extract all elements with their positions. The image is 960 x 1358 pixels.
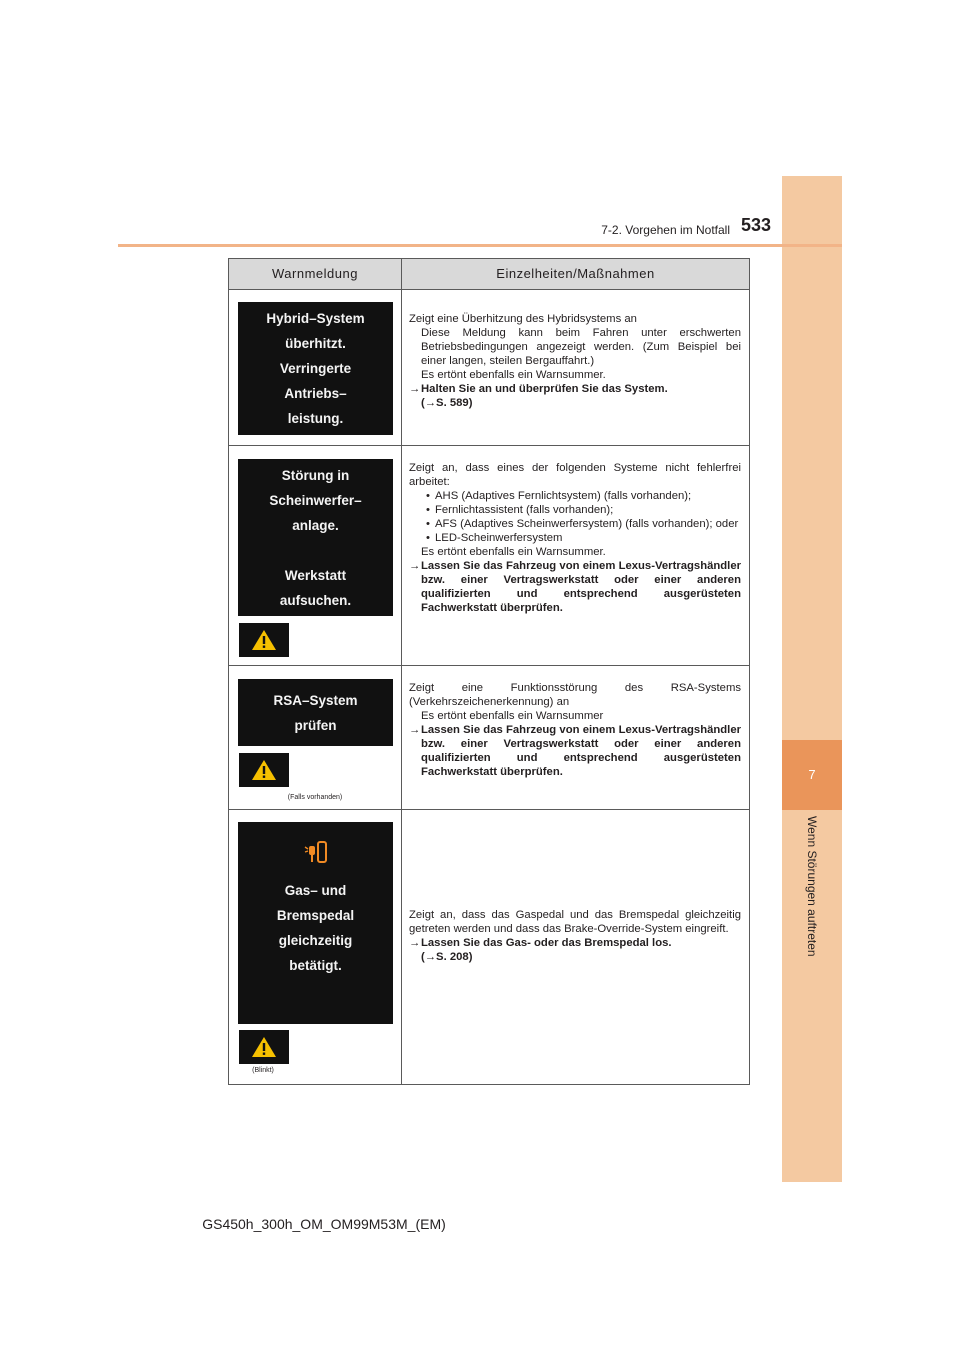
warning-light — [239, 1030, 289, 1064]
table-header — [229, 259, 749, 290]
pedal-icon — [303, 840, 329, 864]
column-header-warning: Warnmeldung — [229, 259, 402, 289]
chapter-title: Wenn Störungen auftreten — [805, 816, 819, 957]
warning-display: Störung in Scheinwerfer– anlage. Werkstatt aufsuchen. — [238, 459, 393, 616]
action-text: → Lassen Sie das Fahrzeug von einem Lexus-Vertragshändler bzw. einer Vertragswerkstatt oder einer anderen qualifizierten und entsprechend ausgerüsteten Fachwerkstatt überprüfen. — [409, 560, 741, 614]
warning-display: Gas– und Bremspedal gleichzeitig betätigt. — [238, 822, 393, 1024]
note-label: (Falls vorhanden) — [287, 794, 343, 801]
note-label: (Blinkt) — [252, 1067, 274, 1074]
side-tab — [782, 176, 842, 1182]
action-text: → Lassen Sie das Fahrzeug von einem Lexus-Vertragshändler bzw. einer Vertragswerkstatt oder einer anderen qualifizierten und entsprechend ausgerüsteten Fachwerkstatt überprüfen. — [409, 724, 741, 778]
warning-display: Hybrid–System überhitzt. Verringerte Antriebs– leistung. — [238, 302, 393, 435]
details-cell: Zeigt an, dass eines der folgenden Systeme nicht fehlerfrei arbeitet: • AHS (Adaptives Fernlichtsystem) (falls vorhanden); • Fernlichtassistent (falls vorhanden); • AFS (Adaptives Scheinwerfersystem) (falls vorhanden); oder • LED-Scheinwerfersystem Es ertönt ebenfalls ein Warnsummer. → Lassen Sie das Fahrzeug von einem Lexus-Vertragshändler bzw. einer Vertragswerkstatt oder einer anderen qualifizierten und entsprechend ausgerüsteten Fachwerkstatt überprüfen. — [409, 462, 741, 614]
warning-display: RSA–System prüfen — [238, 679, 393, 746]
warning-triangle-icon — [251, 759, 277, 781]
details-cell: Zeigt eine Funktionsstörung des RSA-Systems (Verkehrszeichenerkennung) an Es ertönt ebenfalls ein Warnsummer → Lassen Sie das Fahrzeug von einem Lexus-Vertragshändler bzw. einer Vertragswerkstatt oder einer anderen qualifizierten und entsprechend ausgerüsteten Fachwerkstatt überprüfen. — [409, 682, 741, 778]
table-row — [229, 666, 749, 810]
document-code: GS450h_300h_OM_OM99M53M_(EM) — [202, 1216, 446, 1232]
warning-triangle-icon — [251, 629, 277, 651]
page-reference: (→S. 589) — [421, 397, 473, 409]
table-row — [229, 810, 749, 1084]
warning-triangle-icon — [251, 1036, 277, 1058]
action-text: → Halten Sie an und überprüfen Sie das System. — [409, 383, 668, 395]
details-cell: Zeigt eine Überhitzung des Hybridsystems an Diese Meldung kann beim Fahren unter erschwerten Betriebsbedingungen angezeigt werden. (Zum Beispiel bei einer langen, steilen Bergauffahrt.) Es ertönt ebenfalls ein Warnsummer. → Halten Sie an und überprüfen Sie das System. (→S. 589) — [409, 313, 741, 409]
table-row — [229, 446, 749, 666]
chapter-number: 7 — [782, 740, 842, 810]
page-number: 533 — [741, 215, 772, 235]
details-cell: Zeigt an, dass das Gaspedal und das Bremspedal gleichzeitig getreten werden und dass das Brake-Override-System eingreift. → Lassen Sie das Gas- oder das Bremspedal los. (→S. 208) — [409, 909, 741, 963]
table-row — [229, 290, 749, 446]
warning-light — [239, 623, 289, 657]
warning-light — [239, 753, 289, 787]
action-text: → Lassen Sie das Gas- oder das Bremspedal los. — [409, 937, 672, 949]
page-reference: (→S. 208) — [421, 951, 473, 963]
header-rule — [118, 244, 842, 247]
warning-table — [228, 258, 750, 1085]
section-title: 7-2. Vorgehen im Notfall — [601, 223, 730, 237]
column-header-details: Einzelheiten/Maßnahmen — [496, 266, 655, 281]
